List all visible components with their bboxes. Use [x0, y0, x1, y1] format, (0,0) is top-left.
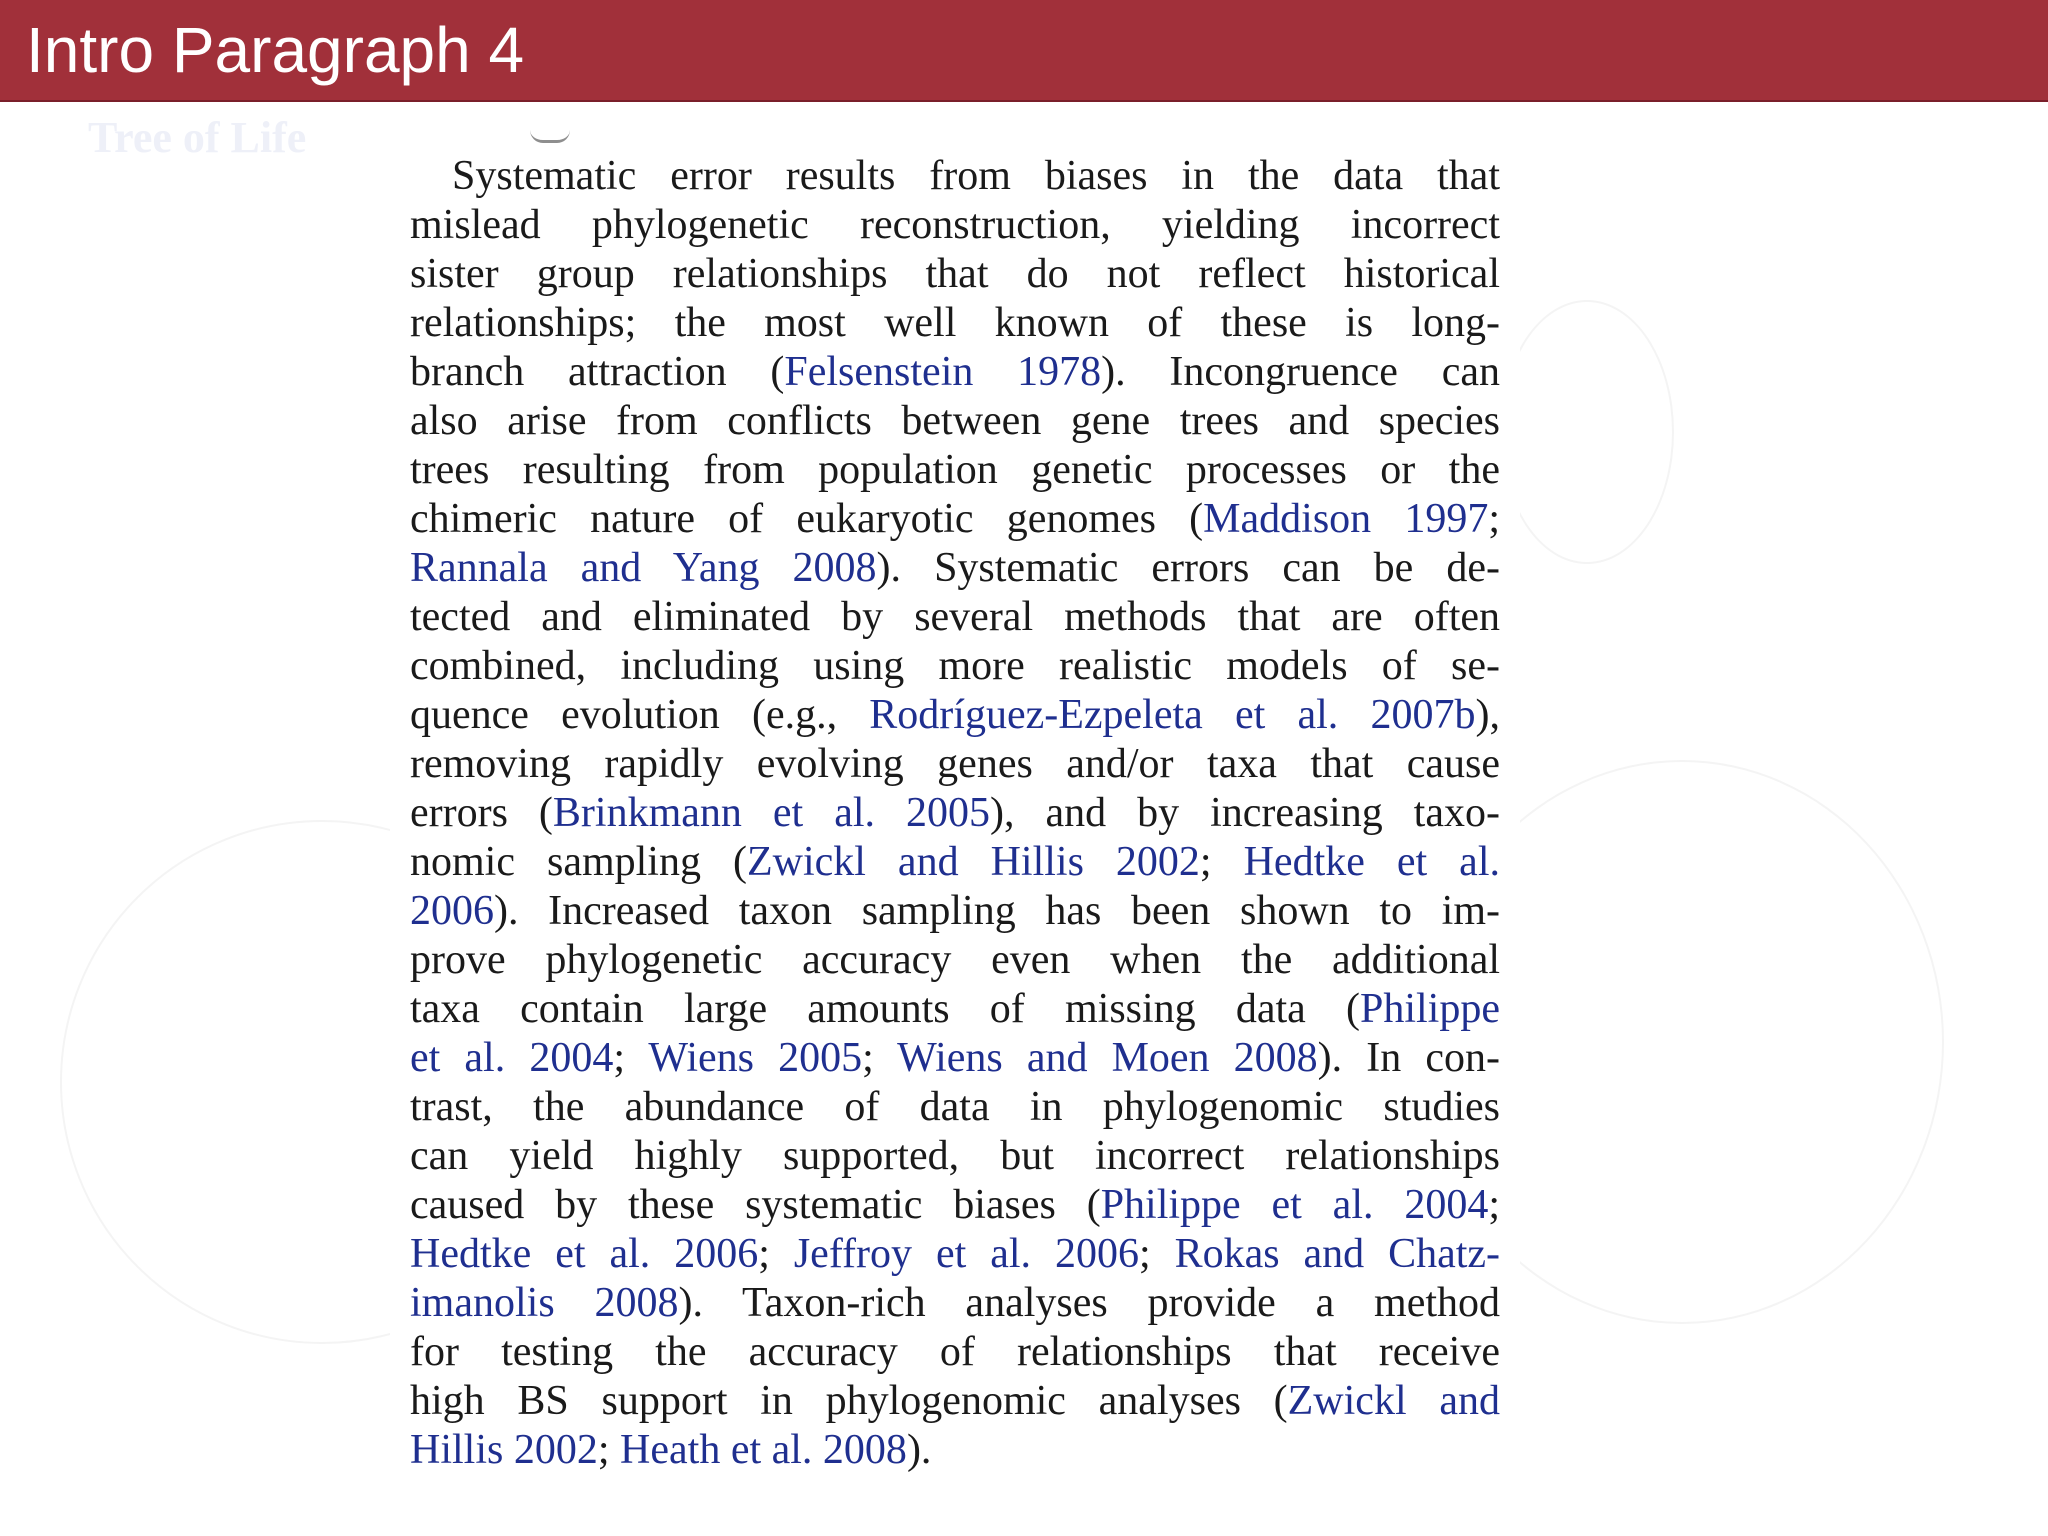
paragraph-text: branch attraction ( — [410, 349, 785, 395]
paragraph-text: ; — [1488, 1182, 1501, 1228]
paragraph-line — [410, 1181, 1500, 1230]
paragraph-text: removing rapidly evolving genes and/or taxa that cause — [410, 741, 1500, 787]
paragraph-text: chimeric nature of eukaryotic genomes ( — [410, 496, 1204, 542]
paragraph-text: nomic sampling ( — [410, 839, 747, 885]
paragraph-text: for testing the accuracy of relationships that receive — [410, 1329, 1500, 1375]
citation-link[interactable]: et al. 2004 — [410, 1035, 614, 1081]
paragraph-text: Systematic error results from biases in the data that — [452, 153, 1500, 199]
paragraph-line — [410, 201, 1500, 250]
paragraph-line — [410, 1132, 1500, 1181]
paragraph-text: ; — [862, 1035, 898, 1081]
paragraph-line — [410, 691, 1500, 740]
citation-link[interactable]: Felsenstein 1978 — [784, 349, 1102, 395]
citation-link[interactable]: imanolis 2008 — [410, 1280, 679, 1326]
citation-link[interactable]: Philippe et al. 2004 — [1100, 1182, 1489, 1228]
citation-link[interactable]: Rodríguez-Ezpeleta et al. 2007b — [869, 692, 1476, 738]
paragraph-text: ). Increased taxon sampling has been shown to im- — [494, 888, 1500, 934]
paragraph-text: trees resulting from population genetic processes or the — [410, 447, 1500, 493]
paragraph-line — [410, 1034, 1500, 1083]
paragraph-text: trast, the abundance of data in phylogenomic studies — [410, 1084, 1500, 1130]
background-tree-circle-small — [1500, 300, 1674, 564]
paragraph-text: ). Systematic errors can be de- — [876, 545, 1500, 591]
paragraph-line — [410, 1377, 1500, 1426]
paragraph-line — [410, 1083, 1500, 1132]
paragraph-text: taxa contain large amounts of missing data ( — [410, 986, 1360, 1032]
paragraph-line — [410, 740, 1500, 789]
slide-title: Intro Paragraph 4 — [26, 14, 525, 86]
citation-link[interactable]: Hedtke et al. 2006 — [410, 1231, 759, 1277]
paragraph-text: can yield highly supported, but incorrect relationships — [410, 1133, 1500, 1179]
citation-link[interactable]: Maddison 1997 — [1203, 496, 1489, 542]
citation-link[interactable]: Zwickl and — [1287, 1378, 1500, 1424]
citation-link[interactable]: Heath et al. 2008 — [620, 1427, 907, 1473]
paragraph-line — [410, 642, 1500, 691]
paragraph-text: caused by these systematic biases ( — [410, 1182, 1101, 1228]
intro-paragraph — [410, 152, 1500, 1475]
paragraph-text: combined, including using more realistic models of se- — [410, 643, 1500, 689]
paragraph-text: ). Taxon-rich analyses provide a method — [678, 1280, 1501, 1326]
paragraph-text: also arise from conflicts between gene trees and species — [410, 398, 1500, 444]
paragraph-text: ; — [1199, 839, 1244, 885]
citation-link[interactable]: Zwickl and Hillis 2002 — [746, 839, 1200, 885]
paragraph-line — [410, 1328, 1500, 1377]
paragraph-line — [410, 397, 1500, 446]
paragraph-line — [410, 348, 1500, 397]
paragraph-line — [410, 887, 1500, 936]
paragraph-line — [410, 250, 1500, 299]
paragraph-text: ; — [613, 1035, 649, 1081]
paragraph-line — [410, 446, 1500, 495]
paragraph-text: high BS support in phylogenomic analyses ( — [410, 1378, 1288, 1424]
paragraph-line — [410, 1426, 1500, 1475]
paragraph-line — [410, 593, 1500, 642]
paragraph-text: ; — [597, 1427, 621, 1473]
paragraph-text: ). — [906, 1427, 932, 1473]
paragraph-text: relationships; the most well known of these is long- — [410, 300, 1500, 346]
citation-link[interactable]: Philippe — [1359, 986, 1500, 1032]
citation-link[interactable]: 2006 — [410, 888, 494, 934]
paragraph-text: ). In con- — [1317, 1035, 1500, 1081]
paragraph-line — [410, 985, 1500, 1034]
paragraph-text: tected and eliminated by several methods that are often — [410, 594, 1500, 640]
citation-link[interactable]: Rokas and Chatz- — [1174, 1231, 1501, 1277]
paragraph-text: ). Incongruence can — [1101, 349, 1501, 395]
paragraph-text: ; — [1488, 496, 1501, 542]
paragraph-line — [410, 838, 1500, 887]
clipped-previous-line — [530, 130, 570, 143]
title-bar — [0, 0, 2048, 102]
paragraph-text: quence evolution (e.g., — [410, 692, 870, 738]
citation-link[interactable]: Wiens 2005 — [648, 1035, 863, 1081]
paragraph-text: sister group relationships that do not reflect historical — [410, 251, 1500, 297]
citation-link[interactable]: Jeffroy et al. 2006 — [793, 1231, 1139, 1277]
background-ghost-title: Tree of Life — [88, 113, 307, 162]
paragraph-text: prove phylogenetic accuracy even when the additional — [410, 937, 1500, 983]
paragraph-text: ), — [1475, 692, 1501, 738]
paragraph-text: ; — [758, 1231, 794, 1277]
citation-link[interactable]: Wiens and Moen 2008 — [897, 1035, 1318, 1081]
paragraph-text: ; — [1138, 1231, 1175, 1277]
citation-link[interactable]: Brinkmann et al. 2005 — [552, 790, 990, 836]
paragraph-text: mislead phylogenetic reconstruction, yielding incorrect — [410, 202, 1500, 248]
paragraph-text: errors ( — [410, 790, 553, 836]
paragraph-line — [410, 1230, 1500, 1279]
paragraph-line — [410, 495, 1500, 544]
paragraph-line — [410, 152, 1500, 201]
paragraph-text: ), and by increasing taxo- — [990, 790, 1500, 836]
paragraph-line — [410, 544, 1500, 593]
citation-link[interactable]: Rannala and Yang 2008 — [410, 545, 877, 591]
paragraph-line — [410, 789, 1500, 838]
citation-link[interactable]: Hillis 2002 — [410, 1427, 598, 1473]
citation-link[interactable]: Hedtke et al. — [1243, 839, 1500, 885]
paragraph-line — [410, 936, 1500, 985]
document-page — [390, 120, 1520, 1500]
paragraph-line — [410, 299, 1500, 348]
paragraph-line — [410, 1279, 1500, 1328]
